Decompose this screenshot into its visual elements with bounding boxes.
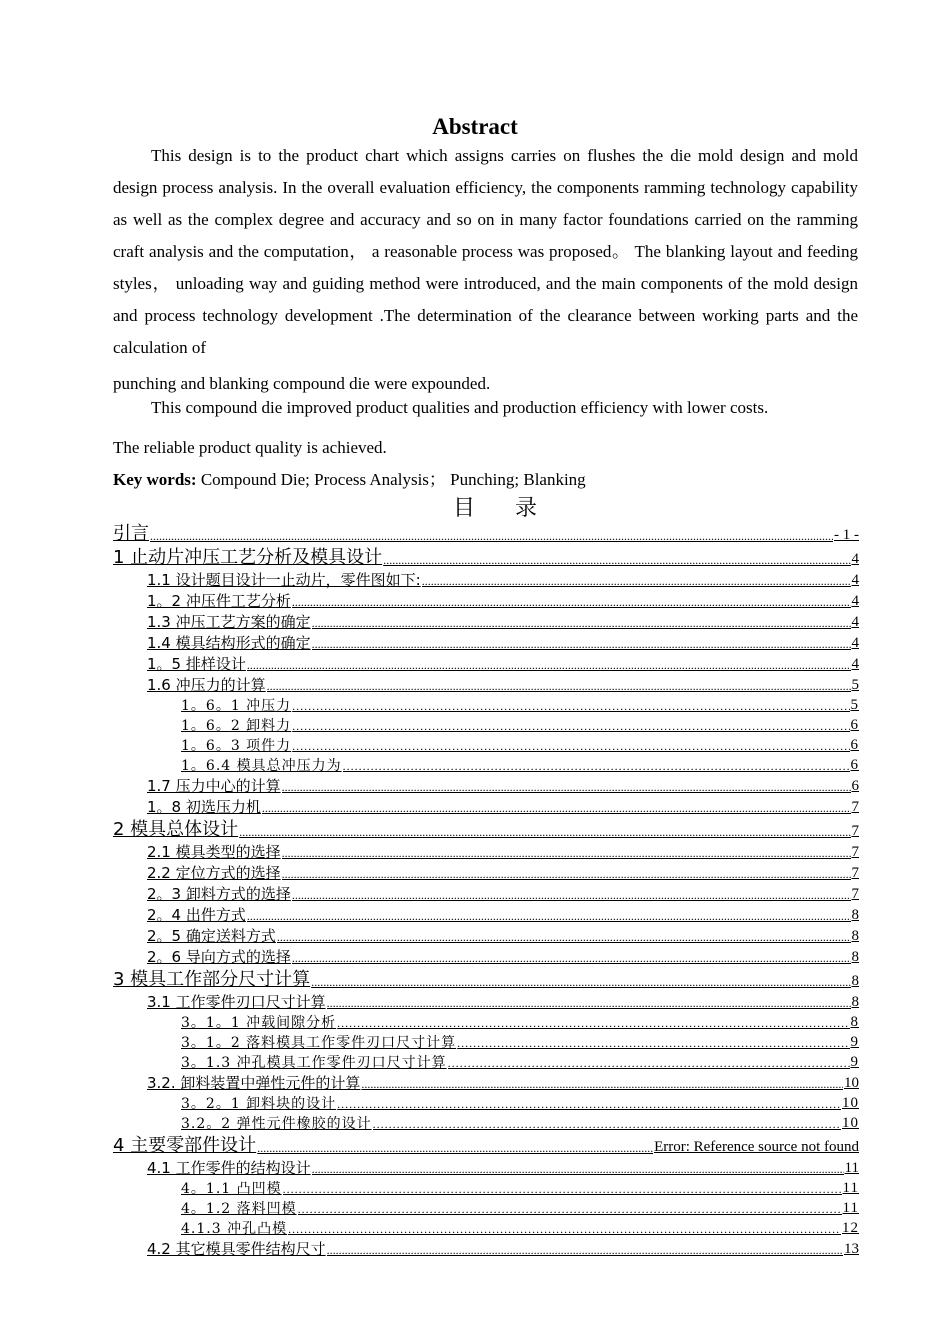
toc-entry-label: 1。5 排样设计 [147,655,246,673]
toc-entry-page: 6 [850,757,859,773]
toc-entry-label: 4。1.2 落料凹模 [181,1201,297,1217]
toc-leader-dots [292,596,851,610]
toc-entry-label: 2.1 模具类型的选择 [147,843,281,861]
toc-entry-page: 11 [844,1160,859,1176]
keywords-text: Compound Die; Process Analysis； Punching; Blanking [196,470,586,489]
toc-entry-page: 12 [842,1220,859,1236]
toc-leader-dots [343,760,850,774]
toc-entry[interactable] [113,1051,859,1071]
toc-entry-label: 2。3 卸料方式的选择 [147,885,291,903]
toc-entry[interactable] [113,652,859,673]
toc-entry[interactable] [113,1156,859,1177]
keywords [113,467,858,493]
toc-entry[interactable] [113,1132,859,1156]
toc-entry[interactable] [113,589,859,610]
toc-entry[interactable] [113,754,859,774]
toc-entry-page: 4 [851,593,859,609]
toc-entry-label: 3。2。1 卸料块的设计 [181,1096,337,1112]
toc-leader-dots [292,952,851,966]
toc-leader-dots [292,889,851,903]
toc-leader-dots [312,1163,844,1177]
toc-entry-page: 10 [842,1115,859,1131]
toc-entry-page: 8 [851,994,859,1010]
toc-entry-page: 11 [842,1180,859,1196]
toc-entry[interactable] [113,1092,859,1112]
toc-leader-dots [282,781,851,795]
toc-entry[interactable] [113,1071,859,1092]
toc-entry-label: 引言 [113,523,149,544]
toc-title: 目录 [452,496,577,521]
toc-leader-dots [312,638,851,652]
toc-entry[interactable] [113,861,859,882]
toc-entry-label: 1 止动片冲压工艺分析及模具设计 [113,547,383,568]
toc-entry-label: 1。6。2 卸料力 [181,718,292,734]
table-of-contents [113,520,859,1258]
toc-entry-page: 10 [842,1095,859,1111]
toc-entry[interactable] [113,945,859,966]
toc-entry-page: 4 [851,635,859,651]
toc-entry-page: 8 [851,907,859,923]
toc-entry-label: 1.6 冲压力的计算 [147,676,266,694]
toc-leader-dots [288,1223,841,1237]
keywords-label: Key words: [113,470,197,489]
toc-entry-page: 7 [851,844,859,860]
toc-entry[interactable] [113,924,859,945]
toc-entry-label: 4.1 工作零件的结构设计 [147,1159,311,1177]
toc-entry-label: 1。6。3 项件力 [181,738,292,754]
toc-entry-page: 7 [851,865,859,881]
toc-leader-dots [383,554,850,568]
toc-leader-dots [292,740,849,754]
toc-entry-label: 4。1.1 凸凹模 [181,1181,282,1197]
toc-entry-page: 13 [844,1241,859,1257]
toc-entry[interactable] [113,610,859,631]
toc-entry-page: 6 [851,778,859,794]
toc-entry-label: 3.1 工作零件刃口尺寸计算 [147,993,326,1011]
toc-entry[interactable] [113,631,859,652]
toc-leader-dots [312,617,851,631]
toc-entry[interactable] [113,816,859,840]
toc-entry[interactable] [113,544,859,568]
toc-entry-label: 1。8 初选压力机 [147,798,261,816]
toc-leader-dots [150,530,833,544]
toc-entry-page: 11 [842,1200,859,1216]
toc-leader-dots [292,700,849,714]
toc-entry[interactable] [113,714,859,734]
toc-entry-page: 6 [850,737,859,753]
toc-entry-label: 3.2. 卸料装置中弹性元件的计算 [147,1074,361,1092]
toc-entry-page: Error: Reference source not found [654,1139,859,1155]
toc-entry-label: 1。2 冲压件工艺分析 [147,592,291,610]
toc-entry[interactable] [113,673,859,694]
toc-entry-page: 4 [851,656,859,672]
toc-entry-page: 8 [850,1014,859,1030]
toc-entry[interactable] [113,694,859,714]
toc-entry-page: 6 [850,717,859,733]
toc-entry-page: 9 [850,1054,859,1070]
toc-entry-label: 4.1.3 冲孔凸模 [181,1221,288,1237]
toc-leader-dots [247,659,851,673]
toc-entry-label: 4.2 其它模具零件结构尺寸 [147,1240,326,1258]
toc-entry[interactable] [113,840,859,861]
toc-entry-label: 2.2 定位方式的选择 [147,864,281,882]
toc-leader-dots [448,1057,850,1071]
toc-leader-dots [277,931,851,945]
toc-entry-label: 3。1。1 冲载间隙分析 [181,1015,337,1031]
toc-entry-page: 7 [851,823,859,839]
toc-entry[interactable] [113,1197,859,1217]
toc-entry[interactable] [113,774,859,795]
toc-leader-dots [457,1037,849,1051]
abstract-paragraph-1: This design is to the product chart which assigns carries on flushes the die mold design and mold design process analysis. In the overall evaluation efficiency, the components ramming technology capability as well as the complex degree and accuracy and so on in many factor foundations carried on the ramming craft analysis and the computation， a reasonable process was proposed。 The blanking layout and feeding styles， unloading way and guiding method were introduced, and the main components of the mold design and process technology development .The determination of the clearance between working parts and the calculation of [113,146,858,357]
toc-entry[interactable] [113,882,859,903]
abstract-paragraph-2: This compound die improved product qualities and production efficiency with lower costs. [151,398,769,417]
toc-entry-label: 1.4 模具结构形式的确定 [147,634,311,652]
toc-entry[interactable] [113,1011,859,1031]
toc-leader-dots [239,826,850,840]
toc-entry-label: 2 模具总体设计 [113,819,239,840]
toc-entry-page: 4 [851,614,859,630]
toc-entry[interactable] [113,1031,859,1051]
toc-leader-dots [373,1118,841,1132]
toc-entry-page: - 1 - [834,527,859,543]
toc-entry-label: 2。5 确定送料方式 [147,927,276,945]
toc-leader-dots [422,575,851,589]
toc-leader-dots [327,997,851,1011]
toc-entry-page: 5 [850,697,859,713]
toc-entry-label: 1。6.4 模具总冲压力为 [181,758,342,774]
abstract-paragraph-1-end: punching and blanking compound die were expounded. [113,374,491,393]
toc-leader-dots [298,1203,842,1217]
toc-leader-dots [337,1098,841,1112]
toc-entry[interactable] [113,568,859,589]
toc-entry[interactable] [113,1177,859,1197]
toc-entry-label: 1.7 压力中心的计算 [147,777,281,795]
toc-entry[interactable] [113,520,859,544]
toc-leader-dots [267,680,851,694]
toc-leader-dots [337,1017,849,1031]
toc-entry-page: 4 [851,551,859,567]
toc-entry[interactable] [113,795,859,816]
toc-leader-dots [292,720,849,734]
toc-entry-page: 4 [851,572,859,588]
toc-leader-dots [247,910,851,924]
toc-entry-page: 8 [851,928,859,944]
toc-entry-label: 2。6 导向方式的选择 [147,948,291,966]
toc-leader-dots [282,847,851,861]
toc-leader-dots [327,1244,843,1258]
toc-leader-dots [361,1078,843,1092]
toc-entry[interactable] [113,966,859,990]
toc-leader-dots [311,976,850,990]
toc-leader-dots [283,1183,842,1197]
toc-entry-page: 7 [851,799,859,815]
toc-entry-label: 1.3 冲压工艺方案的确定 [147,613,311,631]
toc-entry[interactable] [113,1217,859,1237]
toc-entry-page: 10 [844,1075,859,1091]
toc-entry-label: 3。1。2 落料模具工作零件刃口尺寸计算 [181,1035,457,1051]
toc-entry[interactable] [113,1237,859,1258]
abstract-title: Abstract [432,114,518,139]
toc-entry-label: 2。4 出件方式 [147,906,246,924]
toc-entry[interactable] [113,1112,859,1132]
toc-entry[interactable] [113,903,859,924]
toc-entry-label: 1。6。1 冲压力 [181,698,292,714]
toc-entry-label: 4 主要零部件设计 [113,1135,257,1156]
toc-entry[interactable] [113,990,859,1011]
abstract-paragraph-2-end: The reliable product quality is achieved. [113,438,387,457]
toc-leader-dots [257,1142,653,1156]
toc-entry-label: 3。1.3 冲孔模具工作零件刃口尺寸计算 [181,1055,447,1071]
toc-entry-label: 1.1 设计题目设计一止动片，零件图如下: [147,571,421,589]
toc-entry-page: 5 [851,677,859,693]
toc-entry[interactable] [113,734,859,754]
toc-leader-dots [262,802,851,816]
toc-leader-dots [282,868,851,882]
toc-entry-label: 3.2。2 弹性元件橡胶的设计 [181,1116,372,1132]
toc-entry-page: 9 [850,1034,859,1050]
toc-entry-label: 3 模具工作部分尺寸计算 [113,969,311,990]
toc-entry-page: 7 [851,886,859,902]
toc-entry-page: 8 [851,973,859,989]
toc-entry-page: 8 [851,949,859,965]
